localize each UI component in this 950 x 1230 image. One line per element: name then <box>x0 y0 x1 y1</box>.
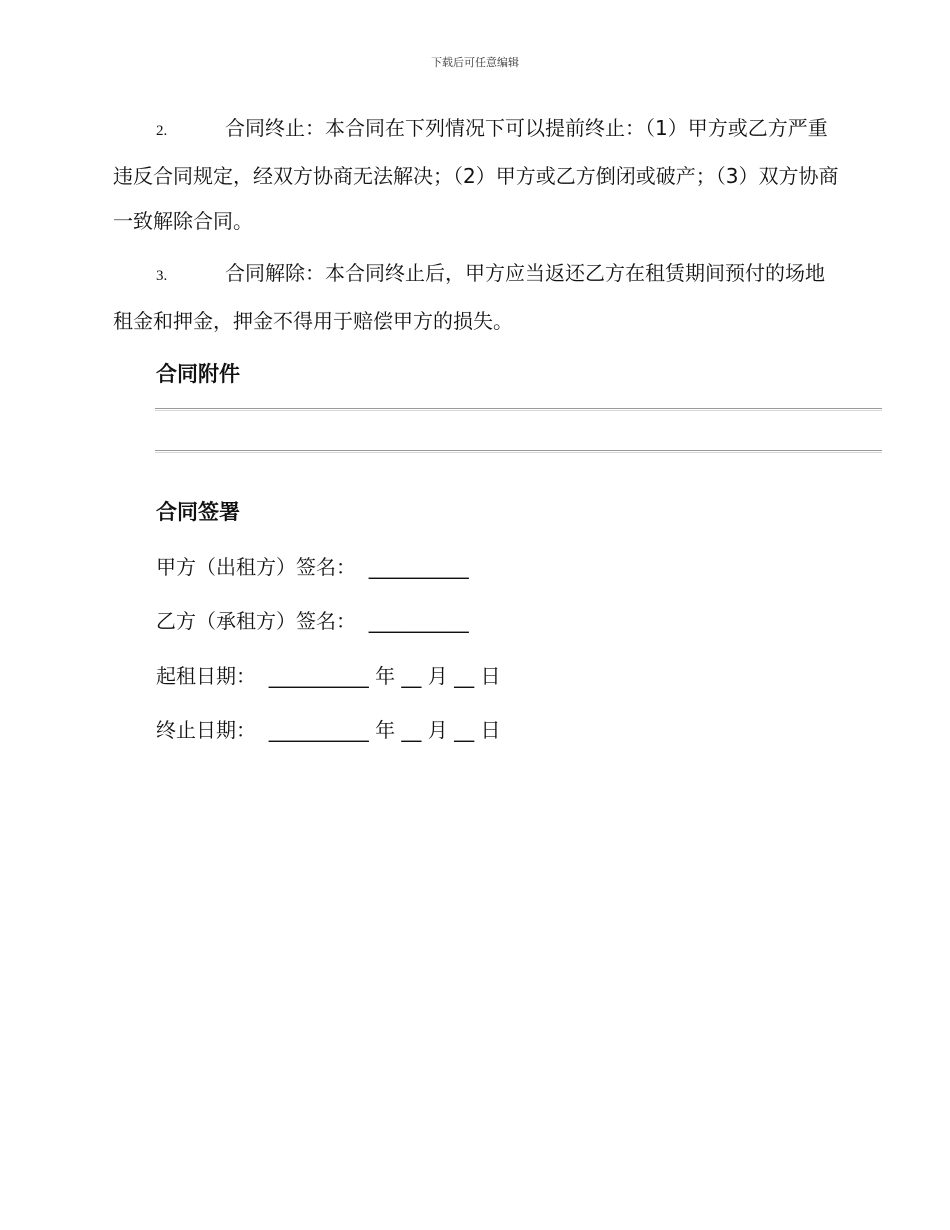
signing-heading: 合同签署 <box>156 500 240 524</box>
party-b-signature-line: 乙方（承租方）签名： __________ <box>156 609 469 633</box>
lease-start-date-line: 起租日期： __________ 年 __ 月 __ 日 <box>156 664 501 688</box>
clause-number: 3. <box>156 268 168 284</box>
attachment-divider-bottom <box>155 450 882 453</box>
clause-number: 2. <box>156 123 168 139</box>
attachment-divider-top <box>155 408 882 411</box>
clause-3 <box>113 251 843 344</box>
attachments-heading: 合同附件 <box>156 362 240 386</box>
page-header-note: 下载后可任意编辑 <box>431 56 519 69</box>
clause-2 <box>113 106 843 244</box>
clause-text: 合同解除：本合同终止后，甲方应当返还乙方在租赁期间预付的场地租金和押金，押金不得用于赔偿甲方的损失。 <box>113 261 825 333</box>
lease-end-date-line: 终止日期： __________ 年 __ 月 __ 日 <box>156 718 501 742</box>
clause-text: 合同终止：本合同在下列情况下可以提前终止：（1）甲方或乙方严重违反合同规定，经双方协商无法解决；（2）甲方或乙方倒闭或破产；（3）双方协商一致解除合同。 <box>113 116 839 233</box>
party-a-signature-line: 甲方（出租方）签名： __________ <box>156 555 469 579</box>
